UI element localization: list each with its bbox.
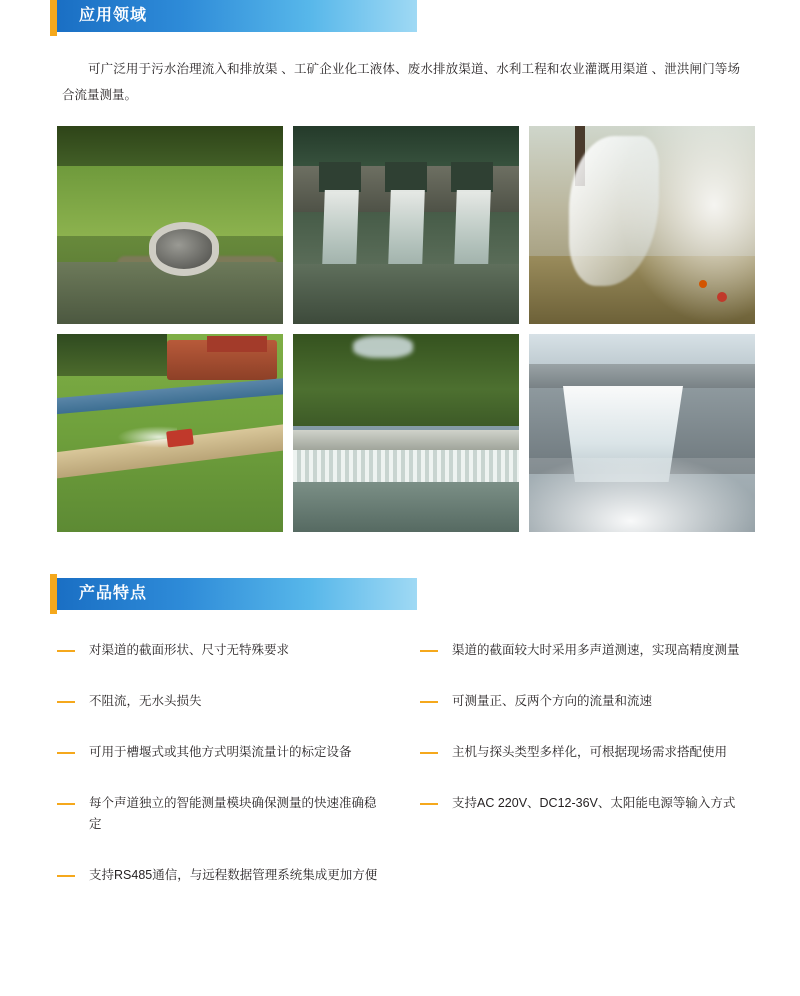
photo-decor-basin <box>293 264 519 324</box>
photo-decor-gate <box>451 162 493 192</box>
accent-bar-icon <box>50 0 57 36</box>
photo-decor-roof <box>207 336 267 352</box>
photo-decor-canal <box>57 377 283 415</box>
feature-text: 可用于槽堰式或其他方式明渠流量计的标定设备 <box>89 745 352 759</box>
section-title-application: 应用领域 <box>79 7 148 24</box>
feature-text: 不阻流，无水头损失 <box>89 694 202 708</box>
section-title-features: 产品特点 <box>79 585 148 602</box>
dash-bullet-icon <box>57 752 75 754</box>
application-photo-grid <box>57 126 757 532</box>
dash-bullet-icon <box>57 875 75 877</box>
feature-text: 每个声道独立的智能测量模块确保测量的快速准确稳定 <box>89 796 377 831</box>
photo-aerial-irrigation-field <box>57 334 283 532</box>
photo-decor-tractor <box>166 428 194 447</box>
photo-decor-spray <box>529 458 755 532</box>
photo-decor-sky <box>353 336 413 358</box>
dash-bullet-icon <box>57 650 75 652</box>
features-section <box>0 578 800 916</box>
accent-bar-icon <box>50 574 57 614</box>
dash-bullet-icon <box>420 752 438 754</box>
photo-weir-overflow-river <box>293 334 519 532</box>
section-header-features <box>57 578 417 610</box>
dash-bullet-icon <box>57 803 75 805</box>
photo-decor-gate <box>385 162 427 192</box>
list-item <box>57 691 394 712</box>
dash-bullet-icon <box>57 701 75 703</box>
photo-decor-pipe <box>149 222 219 276</box>
feature-text: 支持AC 220V、DC12-36V、太阳能电源等输入方式 <box>452 796 736 810</box>
feature-text: 可测量正、反两个方向的流量和流速 <box>452 694 653 708</box>
list-item <box>420 742 757 763</box>
list-item <box>57 742 394 763</box>
dash-bullet-icon <box>420 803 438 805</box>
photo-decor-falls <box>293 450 519 484</box>
list-item <box>57 865 394 886</box>
list-item <box>57 640 394 661</box>
list-item <box>420 691 757 712</box>
list-item <box>57 793 394 835</box>
photo-decor-flower <box>699 280 707 288</box>
photo-culvert-pipe-outfall <box>57 126 283 324</box>
feature-text: 对渠道的截面形状、尺寸无特殊要求 <box>89 643 290 657</box>
photo-decor-gate <box>319 162 361 192</box>
list-item <box>420 640 757 661</box>
feature-text: 渠道的截面较大时采用多声道测速，实现高精度测量 <box>452 643 740 657</box>
photo-decor-flower <box>717 292 727 302</box>
feature-text: 支持RS485通信，与远程数据管理系统集成更加方便 <box>89 868 378 882</box>
dash-bullet-icon <box>420 650 438 652</box>
section-header-application <box>57 0 417 32</box>
features-column-right <box>420 640 757 916</box>
photo-water-jet-discharge <box>529 126 755 324</box>
photo-decor-pool <box>293 482 519 532</box>
features-lists <box>57 640 757 916</box>
dash-bullet-icon <box>420 701 438 703</box>
photo-dam-spillway-chutes <box>293 126 519 324</box>
photo-decor-treeline <box>57 334 167 376</box>
application-paragraph: 可广泛用于污水治理流入和排放渠 、工矿企业化工液体、废水排放渠道、水利工程和农业灌溉用渠道 、泄洪闸门等场合流量测量。 <box>62 62 740 102</box>
photo-concrete-dam-discharge <box>529 334 755 532</box>
features-column-left <box>57 640 394 916</box>
photo-decor-weir <box>293 430 519 452</box>
list-item <box>420 793 757 814</box>
feature-text: 主机与探头类型多样化，可根据现场需求搭配使用 <box>452 745 728 759</box>
